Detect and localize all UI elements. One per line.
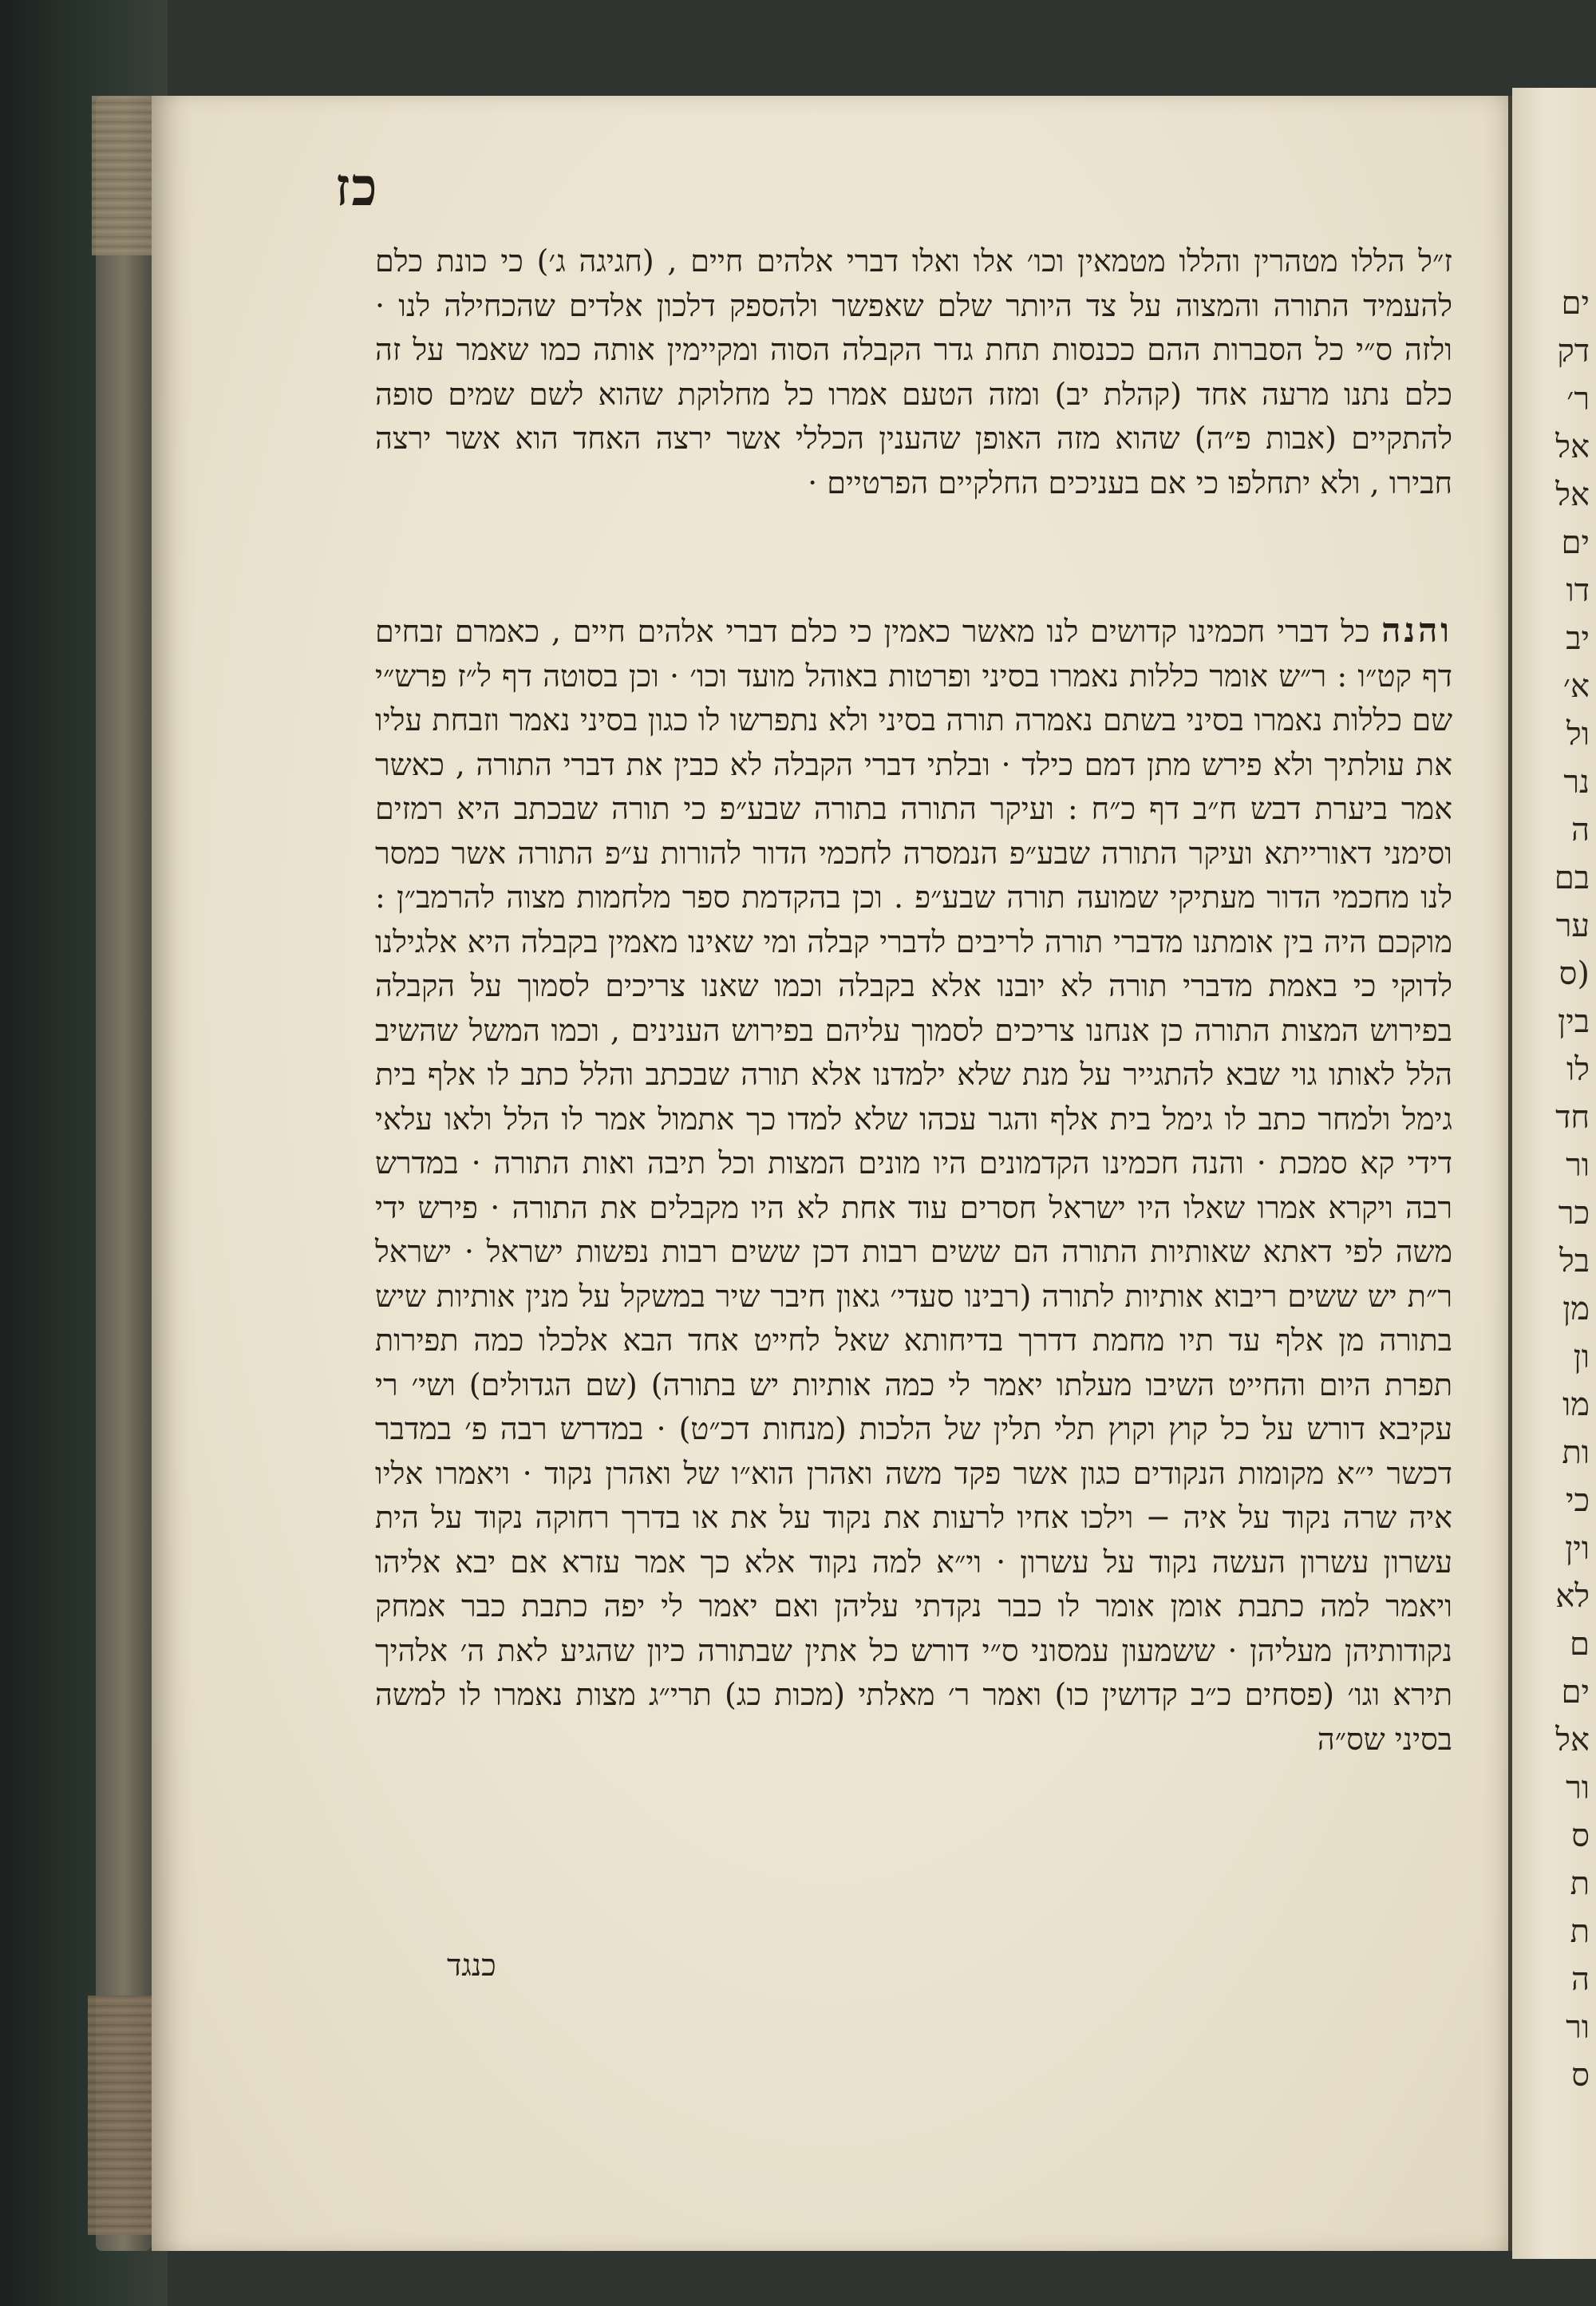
adjacent-page-edge [1512,88,1596,2259]
spine-wear-bottom [88,1996,152,2235]
paragraph-2-lead: והנה [1381,611,1452,650]
adjacent-page-fragment: ר׳ [1566,381,1590,417]
adjacent-page-fragment: אל [1555,1722,1590,1758]
adjacent-page-fragment: ה [1570,1961,1590,1998]
adjacent-page-fragment: ת [1570,1913,1590,1950]
paragraph-2-text: כל דברי חכמינו קדושים לנו מאשר כאמין כי כלם דברי אלהים חיים , כאמרם זבחים דף קט״ו : ר״ש אומר כללות נאמרו בסיני ופרטות באוהל מועד וכו׳ · וכן בסוטה דף ל״ז פרש״י שם כללות נאמרו בסיני בשתם נאמרה תורה בסיני ולא נתפרשו לו כגון בסיני נאמר וזבחת עליו את עולתיך ולא פירש מתן דמם כילד · ובלתי דברי הקבלה לא כבין את דברי התורה , כאשר אמר ביערת דבש ח״ב דף כ״ח : ועיקר התורה בתורה שבע״פ כי תורה שבכתב היא רמזים וסימני דאורייתא ועיקר התורה שבע״פ הנמסרה לחכמי הדור להורות ע״פ התורה אשר כמסר לנו מחכמי הדור מעתיקי שמועה תורה שבע״פ . וכן בהקדמת ספר מלחמות מצוה להרמב״ן : מוקכם היה בין אומתנו מדברי תורה לריבים לדברי קבלה ומי שאינו מאמין בקבלה היא אלגילנו לדוקי כי באמת מדברי תורה לא יובנו אלא בקבלה וכמו שאנו צריכים לסמוך על הקבלה בפירוש המצות התורה כן אנחנו צריכים לסמוך עליהם בפירוש הענינים , וכמו המשל שהשיב הלל לאותו גוי שבא להתגייר על מנת שלא ילמדנו אלא תורה שבכתב והלל כתב לו אלף בית גימל ולמחר כתב לו גימל בית אלף והגר עכהו שלא למדו כך אתמול אמר לו הלל ולאו עלאי דידי קא סמכת · והנה חכמינו הקדמונים היו מונים המצות וכל תיבה ואות התורה · במדרש רבה ויקרא אמרו שאלו היו ישראל חסרים עוד אחת לא היו מקבלים את התורה · פירש ידי משה לפי דאתא שאותיות התורה הם ששים רבות דכן ששים רבות נפשות ישראל · ישראל ר״ת יש ששים ריבוא אותיות לתורה (רבינו סעדי׳ גאון חיבר שיר במשקל על מנין אותיות שיש בתורה מן אלף עד תיו מחמת דדרך בדיחותא שאל לחייט אחד הבא אלכלו כמה תפירות תפרת היום והחייט השיבו מעלתו יאמר לי כמה אותיות יש בתורה) (שם הגדולים) ושי׳ רי עקיבא דורש על כל קוץ וקוץ תלי תלין של הלכות (מנחות דכ״ט) · במדרש רבה פ׳ במדבר דכשר י״א מקומות הנקודים כגון אשר פקד משה ואהרן הוא״ו של ואהרן נקוד · ויאמרו אליו איה שרה נקוד על איה − וילכו אחיו לרעות את נקוד על את או בדרך רחוקה נקוד על הית עשרון עשרון העשה נקוד על עשרון · וי״א למה נקוד אלא כך אמר עזרא אם יבא אליהו ויאמר למה כתבת אומן אומר לו כבר נקדתי עליהן ואם יאמר לי יפה כתבת כבר אמחק נקודותיהן מעליהן · ששמעון עמסוני ס״י דורש כל אתין שבתורה כיון שהגיע לאת ה׳ אלהיך תירא וגו׳ (פסחים כ״ב קדושין כו) ואמר ר׳ מאלתי (מכות כג) תרי״ג מצות נאמרו לו למשה בסיני שס״ה [375,614,1453,1757]
adjacent-page-fragment: ור [1566,1770,1590,1806]
adjacent-page-fragment: (ס [1558,955,1590,992]
adjacent-page-fragment: ול [1566,716,1590,753]
adjacent-page-fragment: ור [1566,1147,1590,1184]
paragraph-1 [375,239,1452,575]
main-text-block [375,239,1452,1762]
adjacent-page-text [1512,279,1596,2099]
adjacent-page-fragment: חד [1555,1099,1590,1136]
adjacent-page-fragment: ור [1566,2009,1590,2046]
adjacent-page-fragment: ס [1571,2057,1590,2094]
adjacent-page-fragment: וין [1565,1530,1590,1567]
page-number: כז [335,156,379,218]
adjacent-page-fragment: מו [1562,1386,1590,1423]
adjacent-page-fragment: אל [1555,477,1590,513]
adjacent-page-fragment: א׳ [1562,668,1590,705]
adjacent-page-fragment: ות [1562,1434,1590,1471]
adjacent-page-fragment: ים [1561,1674,1590,1711]
adjacent-page-fragment: ס [1571,1818,1590,1854]
adjacent-page-fragment: ון [1573,1339,1590,1375]
adjacent-page-fragment: בין [1558,1003,1590,1040]
adjacent-page-fragment: בם [1554,860,1590,896]
adjacent-page-fragment: בל [1559,1243,1590,1280]
adjacent-page-fragment: נר [1563,764,1590,801]
paragraph-1-text: ז״ל הללו מטהרין והללו מטמאין וכו׳ אלו ואלו דברי אלהים חיים , (חגיגה ג׳) כי כונת כלם להעמיד התורה והמצוה על צד היותר שלם שאפשר ולהספק דלכון אלדים שהכחילה לנו · ולזה ס״י כל הסברות ההם ככנסות תחת גדר הקבלה הסוה ומקיימין אותה כמו שאמר על זה כלם נתנו מרעה אחד (קהלת יב) ומזה הטעם אמרו כל מחלוקת שהוא לשם שמים סופה להתקיים (אבות פ״ה) שהוא מזה האופן שהענין הכללי אשר ירצה האחד הוא אשר ירצה חבירו , ולא יתחלפו כי אם בעניכים החלקיים הפרטיים · [375,243,1452,500]
adjacent-page-fragment: ה [1570,812,1590,848]
adjacent-page-fragment: ם [1570,1626,1590,1663]
adjacent-page-fragment: לו [1566,1051,1590,1088]
adjacent-page-fragment: ים [1561,524,1590,561]
paragraph-2 [375,608,1452,1762]
adjacent-page-fragment: כי [1565,1482,1590,1519]
adjacent-page-fragment: ת [1570,1865,1590,1902]
adjacent-page-fragment: ים [1561,285,1590,322]
adjacent-page-fragment: ער [1555,908,1590,944]
spine-wear-top [92,96,152,255]
catchword: כנגד [447,1948,496,1983]
adjacent-page-fragment: דו [1566,572,1590,609]
adjacent-page-fragment: כר [1558,1195,1590,1232]
adjacent-page-fragment: יב [1566,620,1590,657]
adjacent-page-fragment: דק [1557,333,1590,370]
spine-edge [96,96,152,2251]
adjacent-page-fragment: אל [1555,429,1590,465]
adjacent-page-fragment: לא [1555,1578,1590,1615]
adjacent-page-fragment: מן [1562,1291,1590,1327]
